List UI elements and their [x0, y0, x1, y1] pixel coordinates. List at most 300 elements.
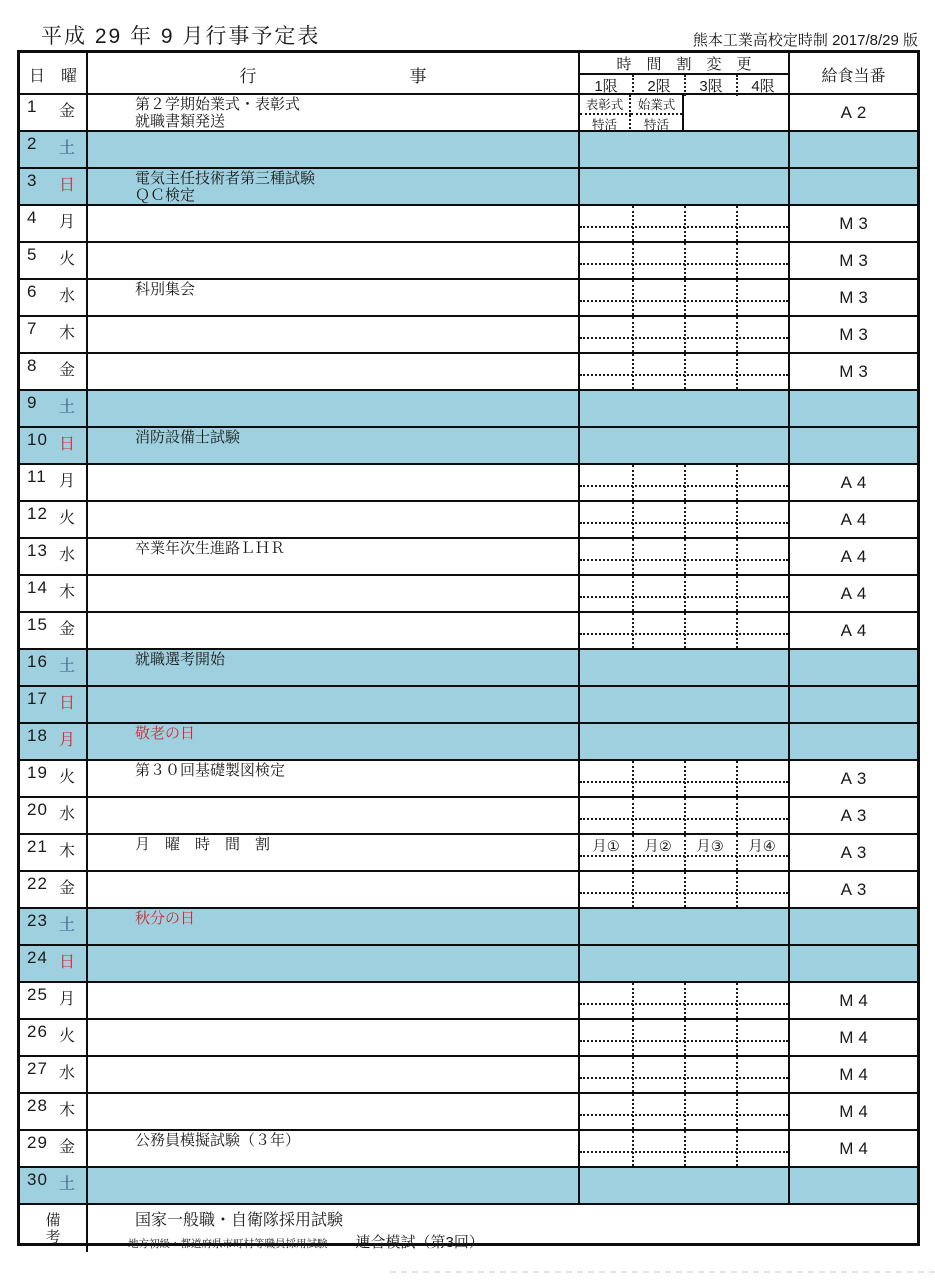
schedule-row: [20, 95, 917, 132]
dotted-vertical-line: [632, 761, 634, 796]
day-cell: [20, 1131, 88, 1166]
timetable-cell: [580, 724, 790, 759]
timetable-change-box: [580, 95, 684, 130]
remarks-label: [20, 1205, 88, 1252]
weekday-label: 金: [58, 621, 75, 638]
schedule-row: [20, 835, 917, 872]
weekday-label: 金: [58, 1139, 75, 1156]
schedule-row: [20, 576, 917, 613]
event-text: 月 曜 時 間 割: [135, 836, 271, 853]
day-cell: [20, 465, 88, 500]
lunch-duty-cell: M3: [839, 250, 873, 270]
col-header-events: 行 事: [88, 53, 580, 96]
day-cell: [20, 1057, 88, 1092]
dotted-horizontal-line: [580, 337, 788, 339]
day-number: 27: [27, 1059, 48, 1078]
lunch-duty-cell: M3: [839, 287, 873, 307]
day-cell: [20, 169, 88, 204]
lunch-duty-cell: A3: [840, 768, 872, 788]
dotted-vertical-line: [736, 761, 738, 796]
day-cell: [20, 243, 88, 278]
events-cell: [88, 1057, 580, 1092]
scan-artifact-line: [390, 1271, 935, 1273]
lunch-duty-cell: [790, 909, 917, 944]
period-entry: 月④: [748, 839, 776, 855]
schedule-row: [20, 132, 917, 169]
events-cell: [88, 317, 580, 352]
events-cell: [88, 1094, 580, 1129]
day-cell: [20, 909, 88, 944]
col-header-lunch-duty: 給食当番: [821, 68, 886, 85]
monday-periods: [580, 835, 788, 855]
events-cell: [88, 95, 580, 130]
weekday-label: 月: [58, 732, 75, 749]
dotted-vertical-line: [632, 1020, 634, 1055]
event-text: 第２学期始業式・表彰式: [135, 96, 301, 113]
dotted-vertical-line: [632, 1131, 634, 1166]
lunch-duty-cell: [790, 687, 917, 722]
events-cell: [88, 835, 580, 870]
dotted-vertical-line: [632, 502, 634, 537]
dotted-vertical-line: [632, 576, 634, 611]
dotted-horizontal-line: [580, 263, 788, 265]
dotted-vertical-line: [736, 1094, 738, 1129]
day-cell: [20, 317, 88, 352]
schedule-row: [20, 724, 917, 761]
day-number: 20: [27, 800, 48, 819]
dotted-vertical-line: [736, 502, 738, 537]
dotted-vertical-line: [736, 1057, 738, 1092]
dotted-vertical-line: [684, 243, 686, 278]
events-cell: [88, 798, 580, 833]
dotted-vertical-line: [632, 1057, 634, 1092]
events-cell: [88, 280, 580, 315]
day-cell: [20, 428, 88, 463]
dotted-vertical-line: [632, 317, 634, 352]
day-number: 1: [27, 97, 38, 116]
events-cell: [88, 539, 580, 574]
day-number: 29: [27, 1133, 48, 1152]
dotted-vertical-line: [632, 798, 634, 833]
schedule-row: [20, 465, 917, 502]
events-cell: [88, 1131, 580, 1166]
dotted-horizontal-line: [580, 300, 788, 302]
day-number: 6: [27, 282, 38, 301]
events-cell: [88, 724, 580, 759]
event-text: ＱＣ検定: [135, 186, 196, 204]
dotted-vertical-line: [736, 317, 738, 352]
schedule-row: [20, 539, 917, 576]
weekday-label: 土: [58, 917, 75, 934]
timetable-cell: [580, 798, 790, 833]
col-header-day-weekday: 日 曜: [20, 53, 88, 96]
schedule-row: [20, 1094, 917, 1131]
dotted-vertical-line: [684, 613, 686, 648]
dotted-vertical-line: [736, 798, 738, 833]
day-cell: [20, 983, 88, 1018]
day-cell: [20, 835, 88, 870]
events-cell: [88, 243, 580, 278]
lunch-duty-cell: A3: [840, 805, 872, 825]
dotted-vertical-line: [684, 206, 686, 241]
event-text: 就職選考開始: [135, 651, 226, 668]
schedule-row: [20, 206, 917, 243]
edition-label: 熊本工業高校定時制 2017/8/29 版: [692, 32, 918, 49]
schedule-row: [20, 169, 917, 206]
day-number: 10: [27, 430, 48, 449]
event-text: 公務員模擬試験（３年）: [135, 1132, 301, 1149]
page-title: 平成 29 年 9 月行事予定表: [41, 25, 321, 48]
dotted-vertical-line: [684, 1057, 686, 1092]
weekday-label: 日: [58, 177, 75, 194]
day-cell: [20, 761, 88, 796]
schedule-row: [20, 1057, 917, 1094]
schedule-row: [20, 650, 917, 687]
dotted-vertical-line: [684, 280, 686, 315]
table-header-row: [20, 53, 917, 95]
schedule-rows: [20, 95, 917, 1205]
schedule-row: [20, 243, 917, 280]
day-number: 18: [27, 726, 48, 745]
remarks-line2-text: 連合模試（第3回）: [355, 1234, 484, 1251]
period-entry: 月③: [696, 839, 724, 855]
dotted-horizontal-line: [580, 374, 788, 376]
timetable-cell: [580, 761, 790, 796]
dotted-vertical-line: [684, 1094, 686, 1129]
schedule-row: [20, 946, 917, 983]
timetable-cell: [580, 354, 790, 389]
day-number: 23: [27, 911, 48, 930]
dotted-vertical-line: [632, 280, 634, 315]
day-cell: [20, 502, 88, 537]
schedule-row: [20, 428, 917, 465]
timetable-cell: [580, 132, 790, 167]
timetable-cell: [580, 428, 790, 463]
day-number: 25: [27, 985, 48, 1004]
day-number: 8: [27, 356, 38, 375]
day-number: 28: [27, 1096, 48, 1115]
timetable-cell: [580, 835, 790, 870]
events-cell: [88, 872, 580, 907]
lunch-duty-cell: A4: [840, 546, 872, 566]
timetable-cell: [580, 1094, 790, 1129]
timetable-cell: [580, 687, 790, 722]
period-header-label: 2限: [632, 75, 684, 96]
lunch-duty-cell: [790, 724, 917, 759]
lunch-duty-cell: [790, 946, 917, 981]
event-text: 第３０回基礎製図検定: [135, 762, 286, 779]
day-number: 13: [27, 541, 48, 560]
lunch-duty-cell: M3: [839, 324, 873, 344]
dotted-vertical-line: [736, 243, 738, 278]
event-text: 消防設備士試験: [135, 429, 241, 446]
event-text: 科別集会: [135, 281, 196, 298]
dotted-vertical-line: [736, 1131, 738, 1166]
timetable-cell: [580, 983, 790, 1018]
events-cell: [88, 206, 580, 241]
dotted-horizontal-line: [580, 633, 788, 635]
events-cell: [88, 650, 580, 685]
events-cell: [88, 391, 580, 426]
timetable-change-title: 時 間 割 変 更: [580, 53, 788, 75]
day-number: 4: [27, 208, 38, 227]
timetable-cell: [580, 95, 790, 130]
weekday-label: 火: [58, 769, 75, 786]
lunch-duty-cell: A4: [840, 620, 872, 640]
weekday-label: 日: [58, 436, 75, 453]
day-number: 12: [27, 504, 48, 523]
dotted-vertical-line: [684, 539, 686, 574]
timetable-cell: [580, 1020, 790, 1055]
timetable-cell: [580, 280, 790, 315]
day-number: 7: [27, 319, 38, 338]
remarks-label-bottom: 考: [45, 1228, 61, 1246]
weekday-label: 水: [58, 1065, 75, 1082]
event-text: 卒業年次生進路ＬＨＲ: [135, 540, 286, 557]
remarks-row: [20, 1205, 917, 1251]
day-number: 15: [27, 615, 48, 634]
lunch-duty-cell: [790, 650, 917, 685]
events-cell: [88, 169, 580, 204]
period-entry: 月②: [644, 839, 672, 855]
day-cell: [20, 650, 88, 685]
dotted-vertical-line: [632, 983, 634, 1018]
schedule-row: [20, 502, 917, 539]
day-number: 30: [27, 1170, 48, 1189]
day-cell: [20, 95, 88, 130]
schedule-row: [20, 354, 917, 391]
day-cell: [20, 613, 88, 648]
schedule-row: [20, 872, 917, 909]
timetable-cell: [580, 650, 790, 685]
events-cell: [88, 354, 580, 389]
weekday-label: 火: [58, 1028, 75, 1045]
weekday-label: 木: [58, 584, 75, 601]
period-entry: 月①: [592, 839, 620, 855]
dotted-vertical-line: [684, 798, 686, 833]
weekday-label: 日: [58, 695, 75, 712]
schedule-row: [20, 1131, 917, 1168]
schedule-row: [20, 761, 917, 798]
timetable-cell: [580, 1131, 790, 1166]
day-cell: [20, 724, 88, 759]
events-cell: [88, 909, 580, 944]
timetable-cell: [580, 613, 790, 648]
events-cell: [88, 983, 580, 1018]
day-cell: [20, 946, 88, 981]
box-entry: 始業式: [631, 95, 682, 115]
event-text: 就職書類発送: [135, 112, 226, 130]
weekday-label: 水: [58, 806, 75, 823]
lunch-duty-cell: [790, 428, 917, 463]
weekday-label: 土: [58, 1176, 75, 1193]
lunch-duty-cell: A4: [840, 509, 872, 529]
lunch-duty-cell: A3: [840, 879, 872, 899]
box-entry: 表彰式: [580, 95, 631, 115]
lunch-duty-cell: [790, 169, 917, 204]
dotted-vertical-line: [736, 465, 738, 500]
schedule-row: [20, 1020, 917, 1057]
dotted-horizontal-line: [580, 781, 788, 783]
timetable-cell: [580, 946, 790, 981]
weekday-label: 月: [58, 991, 75, 1008]
event-text: 秋分の日: [135, 910, 196, 927]
weekday-label: 木: [58, 325, 75, 342]
schedule-row: [20, 391, 917, 428]
dotted-horizontal-line: [580, 226, 788, 228]
day-cell: [20, 206, 88, 241]
lunch-duty-cell: A4: [840, 472, 872, 492]
dotted-vertical-line: [736, 539, 738, 574]
weekday-label: 金: [58, 362, 75, 379]
dotted-vertical-line: [684, 317, 686, 352]
events-cell: [88, 576, 580, 611]
lunch-duty-cell: M3: [839, 361, 873, 381]
dotted-horizontal-line: [580, 485, 788, 487]
schedule-row: [20, 983, 917, 1020]
weekday-label: 土: [58, 140, 75, 157]
dotted-vertical-line: [684, 872, 686, 907]
day-cell: [20, 687, 88, 722]
lunch-duty-cell: [790, 391, 917, 426]
dotted-vertical-line: [632, 465, 634, 500]
lunch-duty-cell: [790, 132, 917, 167]
timetable-cell: [580, 206, 790, 241]
day-number: 21: [27, 837, 48, 856]
dotted-horizontal-line: [580, 1151, 788, 1153]
remarks-label-top: 備: [45, 1211, 61, 1229]
dotted-vertical-line: [736, 354, 738, 389]
timetable-cell: [580, 539, 790, 574]
dotted-vertical-line: [632, 354, 634, 389]
weekday-label: 木: [58, 843, 75, 860]
timetable-cell: [580, 1168, 790, 1203]
weekday-label: 金: [58, 880, 75, 897]
dotted-horizontal-line: [580, 818, 788, 820]
col-header-timetable-change: [580, 53, 790, 96]
weekday-label: 金: [58, 103, 75, 120]
events-cell: [88, 502, 580, 537]
day-number: 5: [27, 245, 38, 264]
lunch-duty-cell: [790, 1168, 917, 1203]
remarks-line2: [128, 1231, 913, 1252]
dotted-vertical-line: [632, 206, 634, 241]
day-cell: [20, 798, 88, 833]
dotted-horizontal-line: [580, 1003, 788, 1005]
dotted-vertical-line: [736, 983, 738, 1018]
schedule-row: [20, 280, 917, 317]
weekday-label: 月: [58, 214, 75, 231]
events-cell: [88, 1168, 580, 1203]
weekday-label: 火: [58, 510, 75, 527]
timetable-cell: [580, 576, 790, 611]
day-number: 24: [27, 948, 48, 967]
dotted-vertical-line: [632, 539, 634, 574]
dotted-vertical-line: [684, 1131, 686, 1166]
dotted-vertical-line: [684, 502, 686, 537]
timetable-cell: [580, 909, 790, 944]
day-cell: [20, 354, 88, 389]
lunch-duty-cell: M4: [839, 1027, 873, 1047]
day-number: 2: [27, 134, 38, 153]
timetable-cell: [580, 1057, 790, 1092]
event-text: 敬老の日: [135, 725, 196, 742]
dotted-vertical-line: [684, 1020, 686, 1055]
day-number: 26: [27, 1022, 48, 1041]
day-cell: [20, 391, 88, 426]
day-number: 14: [27, 578, 48, 597]
day-number: 22: [27, 874, 48, 893]
lunch-duty-cell: M4: [839, 1101, 873, 1121]
dotted-vertical-line: [736, 576, 738, 611]
period-headers: [580, 75, 788, 96]
schedule-table: [17, 50, 920, 1251]
day-cell: [20, 1020, 88, 1055]
timetable-cell: [580, 465, 790, 500]
dotted-horizontal-line: [580, 892, 788, 894]
dotted-vertical-line: [684, 576, 686, 611]
schedule-row: [20, 613, 917, 650]
dotted-horizontal-line: [580, 559, 788, 561]
dotted-vertical-line: [632, 243, 634, 278]
events-cell: [88, 1020, 580, 1055]
day-cell: [20, 1168, 88, 1203]
weekday-label: 水: [58, 288, 75, 305]
timetable-cell: [580, 872, 790, 907]
dotted-vertical-line: [684, 983, 686, 1018]
dotted-horizontal-line: [580, 1114, 788, 1116]
box-entry: 特活: [580, 115, 631, 130]
dotted-vertical-line: [736, 206, 738, 241]
day-cell: [20, 539, 88, 574]
period-header-label: 1限: [594, 78, 618, 95]
dotted-vertical-line: [736, 613, 738, 648]
dotted-vertical-line: [736, 280, 738, 315]
remarks-line2-small-text: 地方初級・都道府県市町村等職員採用試験: [128, 1238, 328, 1250]
timetable-cell: [580, 317, 790, 352]
schedule-row: [20, 317, 917, 354]
dotted-vertical-line: [684, 761, 686, 796]
dotted-vertical-line: [632, 613, 634, 648]
weekday-label: 土: [58, 399, 75, 416]
timetable-cell: [580, 243, 790, 278]
day-cell: [20, 280, 88, 315]
remarks-content: [88, 1205, 917, 1252]
day-cell: [20, 132, 88, 167]
day-cell: [20, 1094, 88, 1129]
dotted-vertical-line: [632, 1094, 634, 1129]
remarks-line1: 国家一般職・自衛隊採用試験: [135, 1212, 344, 1229]
timetable-cell: [580, 502, 790, 537]
day-number: 3: [27, 171, 38, 190]
dotted-vertical-line: [684, 465, 686, 500]
period-header-label: 3限: [684, 75, 736, 96]
lunch-duty-cell: M3: [839, 213, 873, 233]
dotted-vertical-line: [632, 872, 634, 907]
dotted-vertical-line: [736, 1020, 738, 1055]
events-cell: [88, 946, 580, 981]
period-header-label: 4限: [736, 75, 788, 96]
day-cell: [20, 576, 88, 611]
title-bar: [17, 20, 920, 50]
weekday-label: 水: [58, 547, 75, 564]
weekday-label: 日: [58, 954, 75, 971]
day-number: 17: [27, 689, 48, 708]
lunch-duty-cell: M4: [839, 1064, 873, 1084]
weekday-label: 土: [58, 658, 75, 675]
day-number: 9: [27, 393, 38, 412]
schedule-row: [20, 909, 917, 946]
